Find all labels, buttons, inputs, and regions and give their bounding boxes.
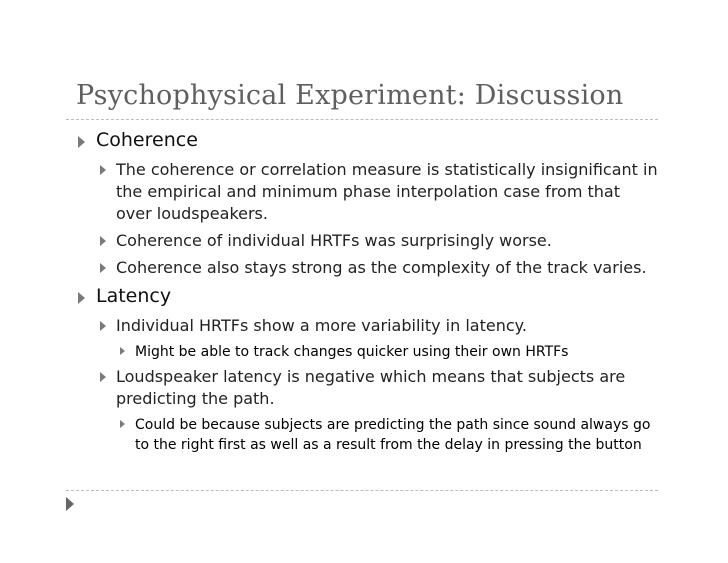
bullet-arrow-icon bbox=[100, 372, 106, 382]
sub-bullet-text: Loudspeaker latency is negative which means that subjects are predicting the path. bbox=[116, 367, 626, 408]
bullet-arrow-icon bbox=[120, 420, 125, 428]
bullet-arrow-icon bbox=[78, 136, 85, 148]
sub-bullet-text: The coherence or correlation measure is statistically insignificant in the empirical and minimum phase interpolation case from that over loudspeakers. bbox=[116, 160, 658, 223]
sub-bullet bbox=[78, 366, 658, 410]
sub-bullet bbox=[78, 257, 658, 279]
bullet-coherence bbox=[78, 128, 658, 153]
sub-bullet bbox=[78, 315, 658, 337]
sub-bullet-text: Coherence of individual HRTFs was surprisingly worse. bbox=[116, 231, 552, 250]
bullet-text: Coherence bbox=[96, 129, 198, 151]
bullet-arrow-icon bbox=[100, 236, 106, 246]
bullet-latency bbox=[78, 284, 658, 309]
sub-sub-bullet bbox=[78, 415, 658, 455]
sub-sub-bullet-text: Could be because subjects are predicting the path since sound always go to the right first as well as a result from the delay in pressing the button bbox=[135, 417, 651, 453]
sub-bullet bbox=[78, 230, 658, 252]
bullet-arrow-icon bbox=[100, 263, 106, 273]
bullet-arrow-icon bbox=[100, 321, 106, 331]
bullet-text: Latency bbox=[96, 285, 172, 307]
sub-bullet bbox=[78, 159, 658, 225]
bullet-arrow-icon bbox=[100, 165, 106, 175]
bullet-list bbox=[78, 128, 658, 459]
sub-bullet-text: Coherence also stays strong as the complexity of the track varies. bbox=[116, 258, 647, 277]
slide-arrow-icon bbox=[66, 497, 74, 511]
title-divider bbox=[66, 119, 658, 120]
sub-sub-bullet bbox=[78, 342, 658, 362]
sub-bullet-text: Individual HRTFs show a more variability in latency. bbox=[116, 316, 527, 335]
bullet-arrow-icon bbox=[78, 292, 85, 304]
sub-sub-bullet-text: Might be able to track changes quicker using their own HRTFs bbox=[135, 344, 569, 360]
footer-divider bbox=[66, 490, 658, 491]
bullet-arrow-icon bbox=[120, 347, 125, 355]
slide-title: Psychophysical Experiment: Discussion bbox=[76, 80, 624, 111]
